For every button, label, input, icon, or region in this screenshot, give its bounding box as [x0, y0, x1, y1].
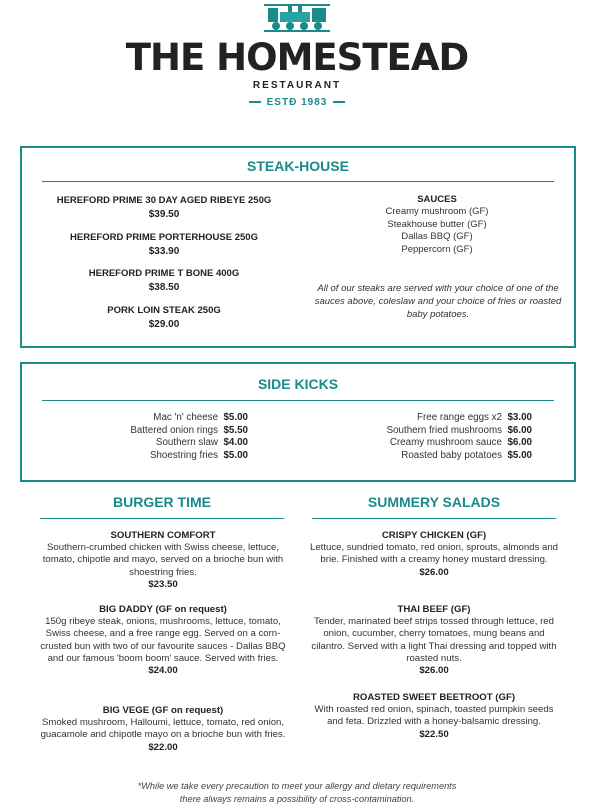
- side-item: [322, 425, 532, 438]
- established-text: ESTÐ 1983: [266, 97, 328, 108]
- restaurant-header: [0, 0, 594, 118]
- sauce-item: Steakhouse butter (GF): [387, 218, 487, 230]
- burger-item-price: $23.50: [148, 578, 178, 590]
- salad-item-desc: Tender, marinated beef strips tossed through lettuce, red onion, cucumber, cherry tomatoes, mung beans and cilantro. Served with a light Thai dressing and topped with roasted nuts.: [311, 616, 557, 664]
- salad-item-price: $22.50: [419, 728, 449, 740]
- dash-left: [249, 101, 261, 103]
- burger-item-price: $24.00: [148, 665, 178, 677]
- salad-item-name: THAI BEEF (GF): [397, 604, 471, 615]
- established-line: [0, 97, 594, 108]
- salad-item-price: $26.00: [419, 566, 449, 578]
- side-item-price: $5.00: [223, 412, 248, 423]
- burger-item-name: BIG VEGE (GF on request): [102, 705, 224, 716]
- steak-item-name: HEREFORD PRIME 30 DAY AGED RIBEYE 250G: [56, 195, 272, 206]
- steak-item: [34, 305, 294, 330]
- side-item-price: $5.00: [223, 449, 248, 461]
- side-item: [322, 450, 532, 463]
- side-item-name: Southern slaw: [155, 437, 219, 448]
- burger-item-name: BIG DADDY (GF on request): [99, 604, 227, 615]
- steak-item-price: $39.50: [148, 209, 180, 220]
- sauces-list: [307, 194, 567, 256]
- sauce-item: Creamy mushroom (GF): [385, 206, 489, 217]
- side-kicks-title: SIDE KICKS: [257, 376, 339, 392]
- burger-item: [38, 530, 288, 591]
- side-item: [42, 412, 248, 425]
- side-item-name: Free range eggs x2: [417, 412, 503, 423]
- side-item-price: $5.50: [223, 424, 248, 436]
- side-item-name: Shoestring fries: [149, 449, 219, 461]
- side-item: [42, 450, 248, 463]
- steak-item-name: PORK LOIN STEAK 250G: [107, 305, 221, 316]
- burger-item-price: $22.00: [148, 741, 178, 753]
- salad-item-price: $26.00: [419, 665, 449, 677]
- steak-item: [34, 195, 294, 220]
- salad-item: [308, 692, 560, 741]
- side-list-right: [322, 412, 532, 462]
- steak-note: All of our steaks are served with your choice of one of the sauces above, coleslaw and your choice of fries or roasted baby potatoes.: [314, 283, 562, 320]
- side-kicks-section: [20, 362, 576, 482]
- sauce-item: Dallas BBQ (GF): [401, 231, 473, 242]
- steak-house-rule: [42, 181, 554, 182]
- burger-time-rule: [40, 518, 284, 519]
- side-item-name: Battered onion rings: [130, 424, 219, 436]
- burger-item-desc: Smoked mushroom, Halloumi, lettuce, tomato, red onion, guacamole and chipotle mayo on a brioche bun with fries.: [40, 717, 286, 741]
- steak-house-title: STEAK-HOUSE: [247, 158, 349, 174]
- steak-item-name: HEREFORD PRIME T BONE 400G: [88, 268, 240, 279]
- side-item-name: Mac 'n' cheese: [153, 412, 219, 423]
- burger-time-title: BURGER TIME: [113, 494, 211, 510]
- burger-item-desc: 150g ribeye steak, onions, mushrooms, lettuce, tomato, Swiss cheese, and a free range egg. Served on a corn-crusted bun with two of our favourite sauces - Dallas BBQ and our famous 'boom boom' sauce. Served with fries.: [40, 616, 286, 664]
- salad-item: [308, 604, 560, 677]
- side-item-price: $3.00: [507, 412, 532, 423]
- burger-item: [38, 604, 288, 677]
- side-item: [322, 412, 532, 425]
- dash-right: [333, 101, 345, 103]
- sauces-title: SAUCES: [417, 194, 457, 205]
- salad-item-desc: Lettuce, sundried tomato, red onion, sprouts, almonds and brie. Finished with a creamy honey mustard dressing.: [310, 542, 558, 566]
- summery-salads-rule: [312, 518, 556, 519]
- burger-item-desc: Southern-crumbed chicken with Swiss cheese, lettuce, tomato, chipotle and mayo, served on a brioche bun with shoestring fries.: [42, 542, 284, 578]
- side-item: [42, 425, 248, 438]
- steak-item-name: HEREFORD PRIME PORTERHOUSE 250G: [70, 232, 258, 243]
- salad-item-desc: With roasted red onion, spinach, toasted pumpkin seeds and feta. Drizzled with a honey-balsamic dressing.: [314, 704, 554, 728]
- allergy-disclaimer: [0, 780, 594, 806]
- burger-item: [38, 705, 288, 754]
- disclaimer-line-1: *While we take every precaution to meet your allergy and dietary requirements: [137, 781, 457, 791]
- side-item-price: $6.00: [507, 437, 532, 448]
- salad-item-name: ROASTED SWEET BEETROOT (GF): [352, 692, 516, 703]
- salad-item-name: CRISPY CHICKEN (GF): [381, 530, 487, 541]
- salad-item: [308, 530, 560, 579]
- brand-subtitle: RESTAURANT: [252, 80, 342, 91]
- brand-name: THE HOMESTEAD: [125, 36, 469, 79]
- side-item-name: Creamy mushroom sauce: [389, 437, 503, 448]
- burger-item-name: SOUTHERN COMFORT: [110, 530, 216, 541]
- steak-house-section: [20, 146, 576, 348]
- side-item: [42, 437, 248, 450]
- side-item: [322, 437, 532, 450]
- side-item-price: $6.00: [507, 424, 532, 436]
- train-logo-icon: [262, 0, 332, 32]
- summery-salads-title: SUMMERY SALADS: [367, 494, 501, 510]
- side-item-price: $4.00: [223, 437, 248, 448]
- side-item-name: Roasted baby potatoes: [401, 449, 503, 461]
- steak-item: [34, 232, 294, 257]
- steak-item-price: $38.50: [148, 282, 180, 293]
- sauce-item: Peppercorn (GF): [401, 243, 473, 255]
- side-list-left: [42, 412, 248, 462]
- disclaimer-line-2: there always remains a possibility of cross-contamination.: [179, 794, 415, 804]
- steak-item: [34, 268, 294, 293]
- side-item-name: Southern fried mushrooms: [386, 424, 503, 436]
- side-kicks-rule: [42, 400, 554, 401]
- steak-item-price: $33.90: [148, 246, 180, 257]
- steak-item-price: $29.00: [148, 319, 180, 330]
- side-item-price: $5.00: [507, 449, 532, 461]
